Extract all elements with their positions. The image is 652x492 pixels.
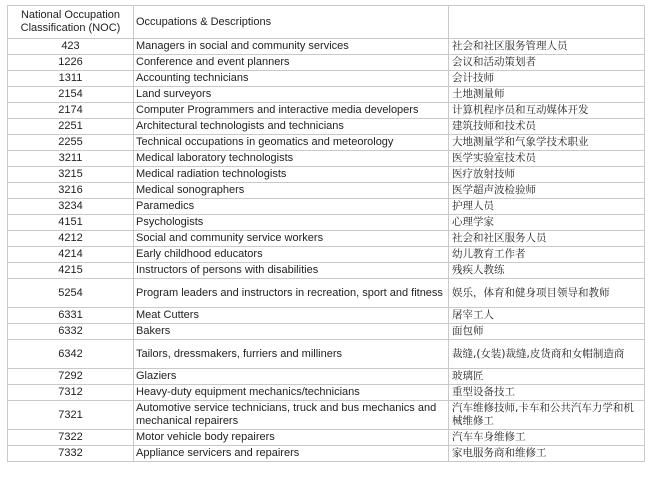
occupation-description-cell: Social and community service workers bbox=[134, 231, 449, 247]
header-chinese bbox=[449, 6, 645, 39]
table-row bbox=[8, 263, 645, 279]
occupation-description-cell: Meat Cutters bbox=[134, 308, 449, 324]
table-row bbox=[8, 430, 645, 446]
chinese-translation-cell: 医疗放射技师 bbox=[449, 167, 645, 183]
occupation-description-cell: Land surveyors bbox=[134, 87, 449, 103]
noc-code-cell: 3211 bbox=[8, 151, 134, 167]
chinese-translation-cell: 医学实验室技术员 bbox=[449, 151, 645, 167]
table-row bbox=[8, 167, 645, 183]
occupation-description-cell: Computer Programmers and interactive media developers bbox=[134, 103, 449, 119]
noc-code-cell: 2174 bbox=[8, 103, 134, 119]
noc-code-cell: 7322 bbox=[8, 430, 134, 446]
table-row bbox=[8, 279, 645, 308]
occupation-description-cell: Automotive service technicians, truck and bus mechanics and mechanical repairers bbox=[134, 401, 449, 430]
table-row bbox=[8, 55, 645, 71]
noc-code-cell: 423 bbox=[8, 39, 134, 55]
table-row bbox=[8, 183, 645, 199]
chinese-translation-cell: 计算机程序员和互动媒体开发 bbox=[449, 103, 645, 119]
noc-code-cell: 1226 bbox=[8, 55, 134, 71]
chinese-translation-cell: 会议和活动策划者 bbox=[449, 55, 645, 71]
chinese-translation-cell: 屠宰工人 bbox=[449, 308, 645, 324]
chinese-translation-cell: 社会和社区服务管理人员 bbox=[449, 39, 645, 55]
chinese-translation-cell: 家电服务商和维修工 bbox=[449, 446, 645, 462]
noc-code-cell: 4214 bbox=[8, 247, 134, 263]
table-row bbox=[8, 369, 645, 385]
chinese-translation-cell: 汽车车身维修工 bbox=[449, 430, 645, 446]
chinese-translation-cell: 幼儿教育工作者 bbox=[449, 247, 645, 263]
chinese-translation-cell: 裁缝,(女装)裁缝,皮货商和女帽制造商 bbox=[449, 340, 645, 369]
table-row bbox=[8, 308, 645, 324]
noc-code-cell: 3215 bbox=[8, 167, 134, 183]
occupation-description-cell: Conference and event planners bbox=[134, 55, 449, 71]
noc-code-cell: 2255 bbox=[8, 135, 134, 151]
noc-code-cell: 7292 bbox=[8, 369, 134, 385]
noc-code-cell: 7321 bbox=[8, 401, 134, 430]
chinese-translation-cell: 护理人员 bbox=[449, 199, 645, 215]
table-row bbox=[8, 215, 645, 231]
occupation-description-cell: Appliance servicers and repairers bbox=[134, 446, 449, 462]
occupation-description-cell: Medical radiation technologists bbox=[134, 167, 449, 183]
chinese-translation-cell: 土地测量师 bbox=[449, 87, 645, 103]
noc-code-cell: 2154 bbox=[8, 87, 134, 103]
occupation-description-cell: Heavy-duty equipment mechanics/technicians bbox=[134, 385, 449, 401]
table-row bbox=[8, 135, 645, 151]
occupation-description-cell: Glaziers bbox=[134, 369, 449, 385]
table-row bbox=[8, 151, 645, 167]
table-row bbox=[8, 385, 645, 401]
occupation-description-cell: Tailors, dressmakers, furriers and milliners bbox=[134, 340, 449, 369]
occupation-table bbox=[7, 5, 645, 462]
chinese-translation-cell: 建筑技师和技术员 bbox=[449, 119, 645, 135]
occupation-description-cell: Medical laboratory technologists bbox=[134, 151, 449, 167]
header-occupation: Occupations & Descriptions bbox=[134, 6, 449, 39]
chinese-translation-cell: 重型设备技工 bbox=[449, 385, 645, 401]
chinese-translation-cell: 汽车维修技师,卡车和公共汽车力学和机械维修工 bbox=[449, 401, 645, 430]
table-body bbox=[8, 6, 645, 462]
chinese-translation-cell: 社会和社区服务人员 bbox=[449, 231, 645, 247]
occupation-description-cell: Managers in social and community services bbox=[134, 39, 449, 55]
occupation-table-container bbox=[7, 5, 645, 462]
table-row bbox=[8, 324, 645, 340]
noc-code-cell: 4212 bbox=[8, 231, 134, 247]
table-header-row bbox=[8, 6, 645, 39]
chinese-translation-cell: 会计技师 bbox=[449, 71, 645, 87]
occupation-description-cell: Motor vehicle body repairers bbox=[134, 430, 449, 446]
occupation-description-cell: Paramedics bbox=[134, 199, 449, 215]
table-row bbox=[8, 119, 645, 135]
chinese-translation-cell: 玻璃匠 bbox=[449, 369, 645, 385]
chinese-translation-cell: 医学超声波检验师 bbox=[449, 183, 645, 199]
table-row bbox=[8, 401, 645, 430]
occupation-description-cell: Architectural technologists and technicians bbox=[134, 119, 449, 135]
noc-code-cell: 7312 bbox=[8, 385, 134, 401]
noc-code-cell: 2251 bbox=[8, 119, 134, 135]
table-row bbox=[8, 87, 645, 103]
occupation-description-cell: Medical sonographers bbox=[134, 183, 449, 199]
chinese-translation-cell: 大地测量学和气象学技术职业 bbox=[449, 135, 645, 151]
occupation-description-cell: Early childhood educators bbox=[134, 247, 449, 263]
chinese-translation-cell: 心理学家 bbox=[449, 215, 645, 231]
chinese-translation-cell: 娱乐，体育和健身项目领导和教师 bbox=[449, 279, 645, 308]
occupation-description-cell: Program leaders and instructors in recreation, sport and fitness bbox=[134, 279, 449, 308]
noc-code-cell: 3234 bbox=[8, 199, 134, 215]
table-row bbox=[8, 39, 645, 55]
noc-code-cell: 6342 bbox=[8, 340, 134, 369]
noc-code-cell: 7332 bbox=[8, 446, 134, 462]
chinese-translation-cell: 残疾人教练 bbox=[449, 263, 645, 279]
noc-code-cell: 1311 bbox=[8, 71, 134, 87]
noc-code-cell: 6332 bbox=[8, 324, 134, 340]
occupation-description-cell: Psychologists bbox=[134, 215, 449, 231]
noc-code-cell: 3216 bbox=[8, 183, 134, 199]
table-row bbox=[8, 247, 645, 263]
table-row bbox=[8, 199, 645, 215]
table-row bbox=[8, 103, 645, 119]
noc-code-cell: 4151 bbox=[8, 215, 134, 231]
occupation-description-cell: Accounting technicians bbox=[134, 71, 449, 87]
header-noc: National Occupation Classification (NOC) bbox=[8, 6, 134, 39]
noc-code-cell: 6331 bbox=[8, 308, 134, 324]
occupation-description-cell: Instructors of persons with disabilities bbox=[134, 263, 449, 279]
occupation-description-cell: Bakers bbox=[134, 324, 449, 340]
chinese-translation-cell: 面包师 bbox=[449, 324, 645, 340]
table-row bbox=[8, 71, 645, 87]
occupation-description-cell: Technical occupations in geomatics and meteorology bbox=[134, 135, 449, 151]
noc-code-cell: 5254 bbox=[8, 279, 134, 308]
table-row bbox=[8, 446, 645, 462]
table-row bbox=[8, 231, 645, 247]
table-row bbox=[8, 340, 645, 369]
noc-code-cell: 4215 bbox=[8, 263, 134, 279]
